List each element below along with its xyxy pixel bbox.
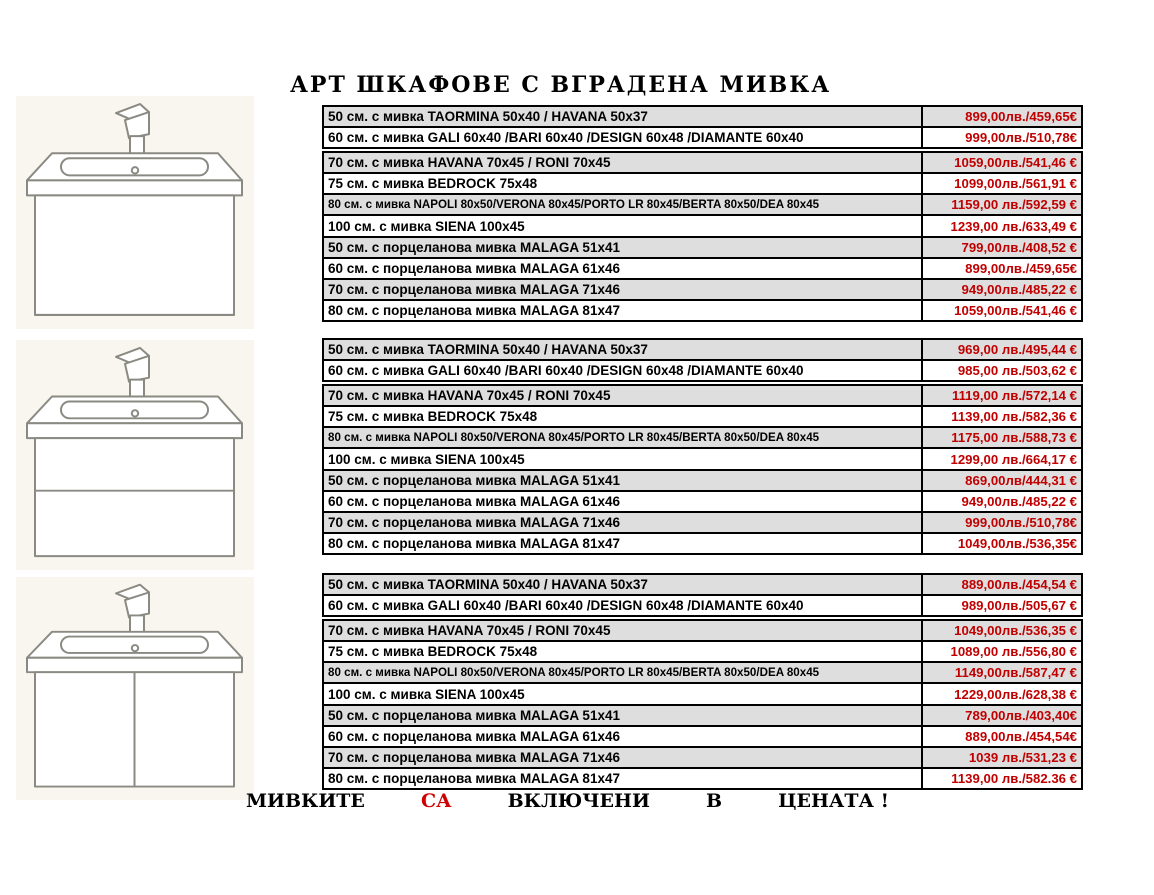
item-price: 969,00 лв./495,44 € <box>921 340 1081 359</box>
item-price: 1049,00лв./536,35 € <box>921 621 1081 640</box>
table-row <box>322 594 1083 617</box>
item-price: 999,00лв./510,78€ <box>921 128 1081 147</box>
item-label: 70 см. с мивка HAVANA 70x45 / RONI 70x45 <box>328 623 611 639</box>
table-row <box>322 105 1083 128</box>
item-price: 1039 лв./531,23 € <box>921 748 1081 767</box>
item-label: 100 см. с мивка SIENA 100x45 <box>328 218 525 234</box>
item-price: 1119,00 лв./572,14 € <box>921 386 1081 405</box>
table-row <box>322 299 1083 322</box>
overflow-hole <box>132 167 138 173</box>
item-label: 80 см. с мивка NAPOLI 80x50/VERONA 80x45/PORTO LR 80x45/BERTA 80x50/DEA 80x45 <box>328 666 820 680</box>
item-label: 80 см. с порцеланова мивка MALAGA 81x47 <box>328 535 620 551</box>
item-price: 899,00лв./459,65€ <box>921 259 1081 278</box>
item-label: 50 см. с порцеланова мивка MALAGA 51x41 <box>328 707 620 723</box>
item-label: 80 см. с мивка NAPOLI 80x50/VERONA 80x45/PORTO LR 80x45/BERTA 80x50/DEA 80x45 <box>328 198 820 212</box>
table-row <box>322 193 1083 216</box>
item-price: 1139,00 лв./582.36 € <box>921 769 1081 788</box>
item-price: 949,00лв./485,22 € <box>921 492 1081 511</box>
item-label: 60 см. с мивка GALI 60x40 /BARI 60x40 /DESIGN 60x48 /DIAMANTE 60x40 <box>328 130 804 146</box>
item-label: 70 см. с порцеланова мивка MALAGA 71x46 <box>328 749 620 765</box>
item-price: 1059,00лв./541,46 € <box>921 153 1081 172</box>
counter-apron <box>27 658 242 672</box>
overflow-hole <box>132 410 138 416</box>
item-label: 50 см. с мивка TAORMINA 50x40 / HAVANA 50x37 <box>328 109 648 125</box>
vanity-illustration-one-door <box>16 96 254 329</box>
table-row <box>322 490 1083 513</box>
vanity-drawing-icon <box>16 577 254 800</box>
table-row <box>322 573 1083 596</box>
counter-apron <box>27 423 242 438</box>
item-label: 50 см. с порцеланова мивка MALAGA 51x41 <box>328 472 620 488</box>
item-label: 75 см. с мивка BEDROCK 75x48 <box>328 409 538 425</box>
vanity-drawing-icon <box>16 96 254 329</box>
item-price: 985,00 лв./503,62 € <box>921 361 1081 380</box>
item-label: 75 см. с мивка BEDROCK 75x48 <box>328 644 538 660</box>
item-price: 1299,00 лв./664,17 € <box>921 449 1081 468</box>
item-price: 869,00лв/444,31 € <box>921 471 1081 490</box>
item-label: 75 см. с мивка BEDROCK 75x48 <box>328 176 538 192</box>
item-price: 889,00лв./454,54 € <box>921 575 1081 594</box>
table-row <box>322 469 1083 492</box>
item-label: 80 см. с порцеланова мивка MALAGA 81x47 <box>328 302 620 318</box>
item-label: 60 см. с порцеланова мивка MALAGA 61x46 <box>328 493 620 509</box>
table-row <box>322 447 1083 470</box>
item-price: 949,00лв./485,22 € <box>921 280 1081 299</box>
cabinet-box <box>35 438 234 556</box>
table-row <box>322 746 1083 769</box>
table-row <box>322 704 1083 727</box>
table-row <box>322 214 1083 237</box>
item-label: 50 см. с мивка TAORMINA 50x40 / HAVANA 50x37 <box>328 342 648 358</box>
item-price: 899,00лв./459,65€ <box>921 107 1081 126</box>
footer-word: ВКЛЮЧЕНИ <box>507 790 650 812</box>
vanity-illustration-two-doors <box>16 577 254 800</box>
item-label: 100 см. с мивка SIENA 100x45 <box>328 451 525 467</box>
item-price: 1049,00лв./536,35€ <box>921 534 1081 553</box>
faucet-neck <box>130 380 144 398</box>
table-row <box>322 640 1083 663</box>
price-table-2 <box>322 338 1083 555</box>
faucet-neck <box>130 615 144 632</box>
item-label: 70 см. с порцеланова мивка MALAGA 71x46 <box>328 281 620 297</box>
footer-note <box>246 790 889 812</box>
table-row <box>322 257 1083 280</box>
item-label: 50 см. с порцеланова мивка MALAGA 51x41 <box>328 239 620 255</box>
table-row <box>322 682 1083 705</box>
item-label: 100 см. с мивка SIENA 100x45 <box>328 686 525 702</box>
item-price: 889,00лв./454,54€ <box>921 727 1081 746</box>
item-price: 1059,00лв./541,46 € <box>921 301 1081 320</box>
table-row <box>322 151 1083 174</box>
vanity-drawing-icon <box>16 340 254 570</box>
table-row <box>322 278 1083 301</box>
table-row <box>322 725 1083 748</box>
item-label: 50 см. с мивка TAORMINA 50x40 / HAVANA 50x37 <box>328 577 648 593</box>
footer-word: ЦЕНАТА ! <box>778 790 889 812</box>
item-label: 70 см. с порцеланова мивка MALAGA 71x46 <box>328 514 620 530</box>
item-price: 1229,00лв./628,38 € <box>921 684 1081 703</box>
footer-word: В <box>706 790 723 812</box>
table-row <box>322 405 1083 428</box>
item-label: 60 см. с порцеланова мивка MALAGA 61x46 <box>328 260 620 276</box>
table-row <box>322 532 1083 555</box>
item-price: 789,00лв./403,40€ <box>921 706 1081 725</box>
item-label: 60 см. с мивка GALI 60x40 /BARI 60x40 /DESIGN 60x48 /DIAMANTE 60x40 <box>328 598 804 614</box>
price-table-3 <box>322 573 1083 790</box>
table-row <box>322 384 1083 407</box>
item-price: 1175,00 лв./588,73 € <box>921 428 1081 447</box>
item-price: 799,00лв./408,52 € <box>921 238 1081 257</box>
item-price: 1139,00 лв./582,36 € <box>921 407 1081 426</box>
table-row <box>322 511 1083 534</box>
table-row <box>322 236 1083 259</box>
item-price: 1089,00 лв./556,80 € <box>921 642 1081 661</box>
table-row <box>322 359 1083 382</box>
table-row <box>322 126 1083 149</box>
overflow-hole <box>132 645 138 651</box>
item-label: 70 см. с мивка HAVANA 70x45 / RONI 70x45 <box>328 155 611 171</box>
cabinet-box <box>35 195 234 315</box>
item-label: 70 см. с мивка HAVANA 70x45 / RONI 70x45 <box>328 388 611 404</box>
price-table-1 <box>322 105 1083 322</box>
item-label: 60 см. с мивка GALI 60x40 /BARI 60x40 /DESIGN 60x48 /DIAMANTE 60x40 <box>328 363 804 379</box>
item-label: 60 см. с порцеланова мивка MALAGA 61x46 <box>328 728 620 744</box>
table-row <box>322 426 1083 449</box>
counter-apron <box>27 180 242 195</box>
table-row <box>322 619 1083 642</box>
table-row <box>322 767 1083 790</box>
item-price: 999,00лв./510,78€ <box>921 513 1081 532</box>
footer-word-highlight: СА <box>420 790 452 812</box>
item-price: 1099,00лв./561,91 € <box>921 174 1081 193</box>
item-price: 989,00лв./505,67 € <box>921 596 1081 615</box>
table-row <box>322 338 1083 361</box>
vanity-illustration-two-drawers <box>16 340 254 570</box>
item-label: 80 см. с порцеланова мивка MALAGA 81x47 <box>328 770 620 786</box>
page-title: АРТ ШКАФОВЕ С ВГРАДЕНА МИВКА <box>290 72 832 98</box>
item-price: 1149,00лв./587,47 € <box>921 663 1081 682</box>
faucet-neck <box>130 136 144 154</box>
table-row <box>322 172 1083 195</box>
table-row <box>322 661 1083 684</box>
item-label: 80 см. с мивка NAPOLI 80x50/VERONA 80x45/PORTO LR 80x45/BERTA 80x50/DEA 80x45 <box>328 431 820 445</box>
footer-word: МИВКИТЕ <box>246 790 365 812</box>
item-price: 1159,00 лв./592,59 € <box>921 195 1081 214</box>
item-price: 1239,00 лв./633,49 € <box>921 216 1081 235</box>
